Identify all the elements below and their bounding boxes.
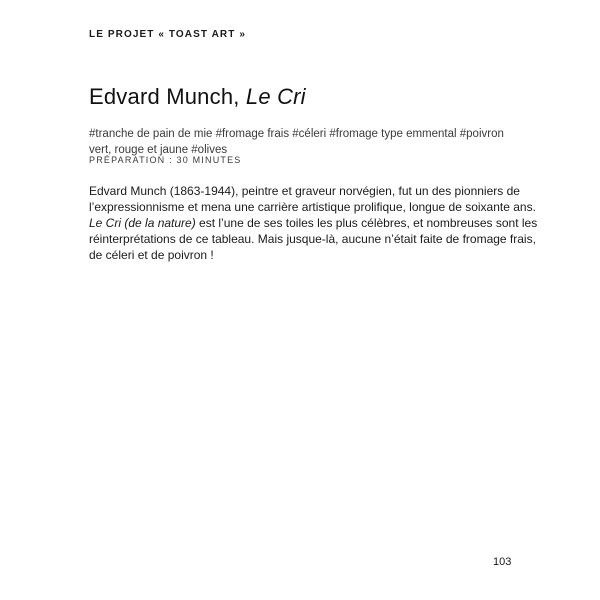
preparation-separator: : [165, 155, 177, 165]
body-paragraph [89, 183, 539, 263]
ingredient-tags: #tranche de pain de mie #fromage frais #céleri #fromage type emmental #poivron vert, rouge et jaune #olives [89, 128, 504, 156]
running-head: LE PROJET « TOAST ART » [89, 29, 246, 40]
body-text-part1: Edvard Munch (1863-1944), peintre et graveur norvégien, fut un des pionniers de l’expressionnisme et mena une carrière artistique prolifique, longue de soixante ans. [89, 184, 536, 214]
body-italic-title: Le Cri (de la nature) [89, 216, 196, 230]
preparation-label: PRÉPARATION [89, 155, 166, 165]
page-number: 103 [493, 556, 512, 568]
preparation-value: 30 MINUTES [176, 155, 242, 165]
body-text-part2: est l’une de ses toiles les plus célèbres, et nombreuses sont les réinterprétations de ce tableau. Mais jusque-là, aucune n’était faite de fromage frais, de céleri et de poivron ! [89, 216, 538, 262]
preparation-time [89, 155, 242, 165]
page-title [89, 84, 306, 110]
title-work: Le Cri [245, 84, 306, 109]
title-artist: Edvard Munch, [89, 84, 246, 109]
